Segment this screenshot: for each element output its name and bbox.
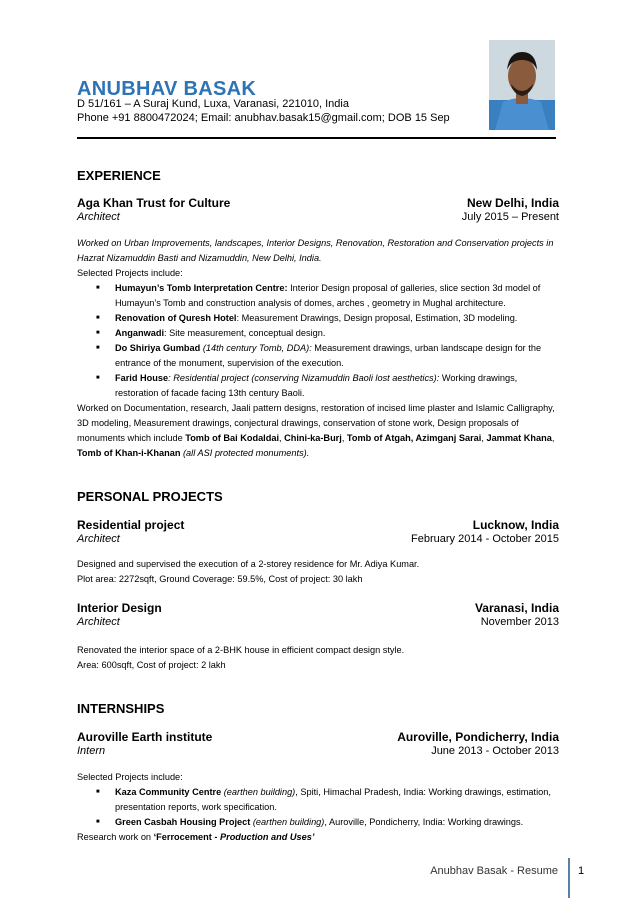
contact-line: Phone +91 8800472024; Email: anubhav.basak15@gmail.com; DOB 15 Sep (77, 112, 450, 124)
list-item: ■ Anganwadi: Site measurement, conceptual design. (77, 326, 559, 341)
experience-org: Aga Khan Trust for Culture (77, 196, 231, 210)
documentation-paragraph: Worked on Documentation, research, Jaali pattern designs, restoration of incised lime plaster and Islamic Calligraphy, 3D modeling, Measurement drawings, conjectural drawings, conservation of stone work, Design proposals of monuments which include Tomb of Bai Kodaldai, Chini-ka-Burj, Tomb of Atgah, Azimganj Sarai, Jammat Khana, Tomb of Khan-i-Khanan (all ASI protected monuments). (77, 403, 555, 458)
project-dates: February 2014 - October 2015 (411, 533, 559, 545)
selected-projects-label: Selected Projects include: (77, 268, 183, 278)
internship-dates: June 2013 - October 2013 (431, 745, 559, 757)
project-dates: November 2013 (480, 616, 559, 628)
section-heading-experience: EXPERIENCE (77, 168, 161, 183)
project-line: Designed and supervised the execution of a 2-storey residence for Mr. Adiya Kumar. (77, 559, 420, 569)
list-item: ■ Do Shiriya Gumbad (14th century Tomb, DDA): Measurement drawings, urban landscape design for the entrance of the monument, supervision of the execution. (77, 341, 559, 371)
internship-project-list (77, 785, 559, 830)
list-item: ■ Humayun’s Tomb Interpretation Centre: Interior Design proposal of galleries, slice section 3d model of Humayun’s Tomb and construction analysis of domes, arches , geometry in Mughal architecture. (77, 281, 559, 311)
project-description (77, 643, 559, 673)
list-item: ■ Green Casbah Housing Project (earthen building), Auroville, Pondicherry, India: Working drawings. (77, 815, 559, 830)
project-line: Renovated the interior space of a 2-BHK house in efficient compact design style. (77, 645, 405, 655)
project-title: Residential project (77, 518, 185, 532)
internship-org: Auroville Earth institute (77, 730, 213, 744)
list-item: ■ Renovation of Quresh Hotel: Measurement Drawings, Design proposal, Estimation, 3D modeling. (77, 311, 559, 326)
resume-name: ANUBHAV BASAK (77, 78, 257, 100)
selected-projects-label: Selected Projects include: (77, 772, 183, 782)
project-role: Architect (77, 616, 120, 628)
profile-photo (489, 40, 555, 130)
experience-project-list (77, 281, 559, 401)
project-line: Plot area: 2272sqft, Ground Coverage: 59.5%, Cost of project: 30 lakh (77, 574, 363, 584)
project-title: Interior Design (77, 601, 162, 615)
internship-role: Intern (77, 745, 106, 757)
header-divider (77, 137, 556, 139)
footer-label: Anubhav Basak - Resume (430, 865, 558, 877)
project-line: Area: 600sqft, Cost of project: 2 lakh (77, 660, 226, 670)
project-location: Varanasi, India (474, 601, 559, 615)
experience-summary: Worked on Urban Improvements, landscapes, Interior Designs, Renovation, Restoration and Conservation projects in Hazrat Nizamuddin Basti and Nizamuddin, New Delhi, India. (77, 238, 554, 263)
list-item: ■ Kaza Community Centre (earthen building), Spiti, Himachal Pradesh, India: Working drawings, estimation, presentation reports, work specification. (77, 785, 559, 815)
list-item: ■ Farid House: Residential project (conserving Nizamuddin Baoli lost aesthetics): Working drawings, restoration of facade facing 13th century Baoli. (77, 371, 559, 401)
project-role: Architect (77, 533, 120, 545)
experience-role: Architect (77, 211, 120, 223)
section-heading-internships: INTERNSHIPS (77, 701, 165, 716)
experience-location: New Delhi, India (466, 196, 559, 210)
research-line: Research work on ‘Ferrocement - Production and Uses’ (77, 832, 315, 842)
project-location: Lucknow, India (472, 518, 559, 532)
project-description (77, 557, 559, 587)
footer-divider (568, 858, 570, 898)
page-number: 1 (578, 865, 585, 877)
internship-details (77, 770, 559, 845)
experience-details (77, 236, 559, 461)
experience-dates: July 2015 – Present (461, 211, 559, 223)
address: D 51/161 – A Suraj Kund, Luxa, Varanasi, 221010, India (77, 98, 349, 110)
internship-location: Auroville, Pondicherry, India (397, 730, 559, 744)
section-heading-personal-projects: PERSONAL PROJECTS (77, 489, 223, 504)
